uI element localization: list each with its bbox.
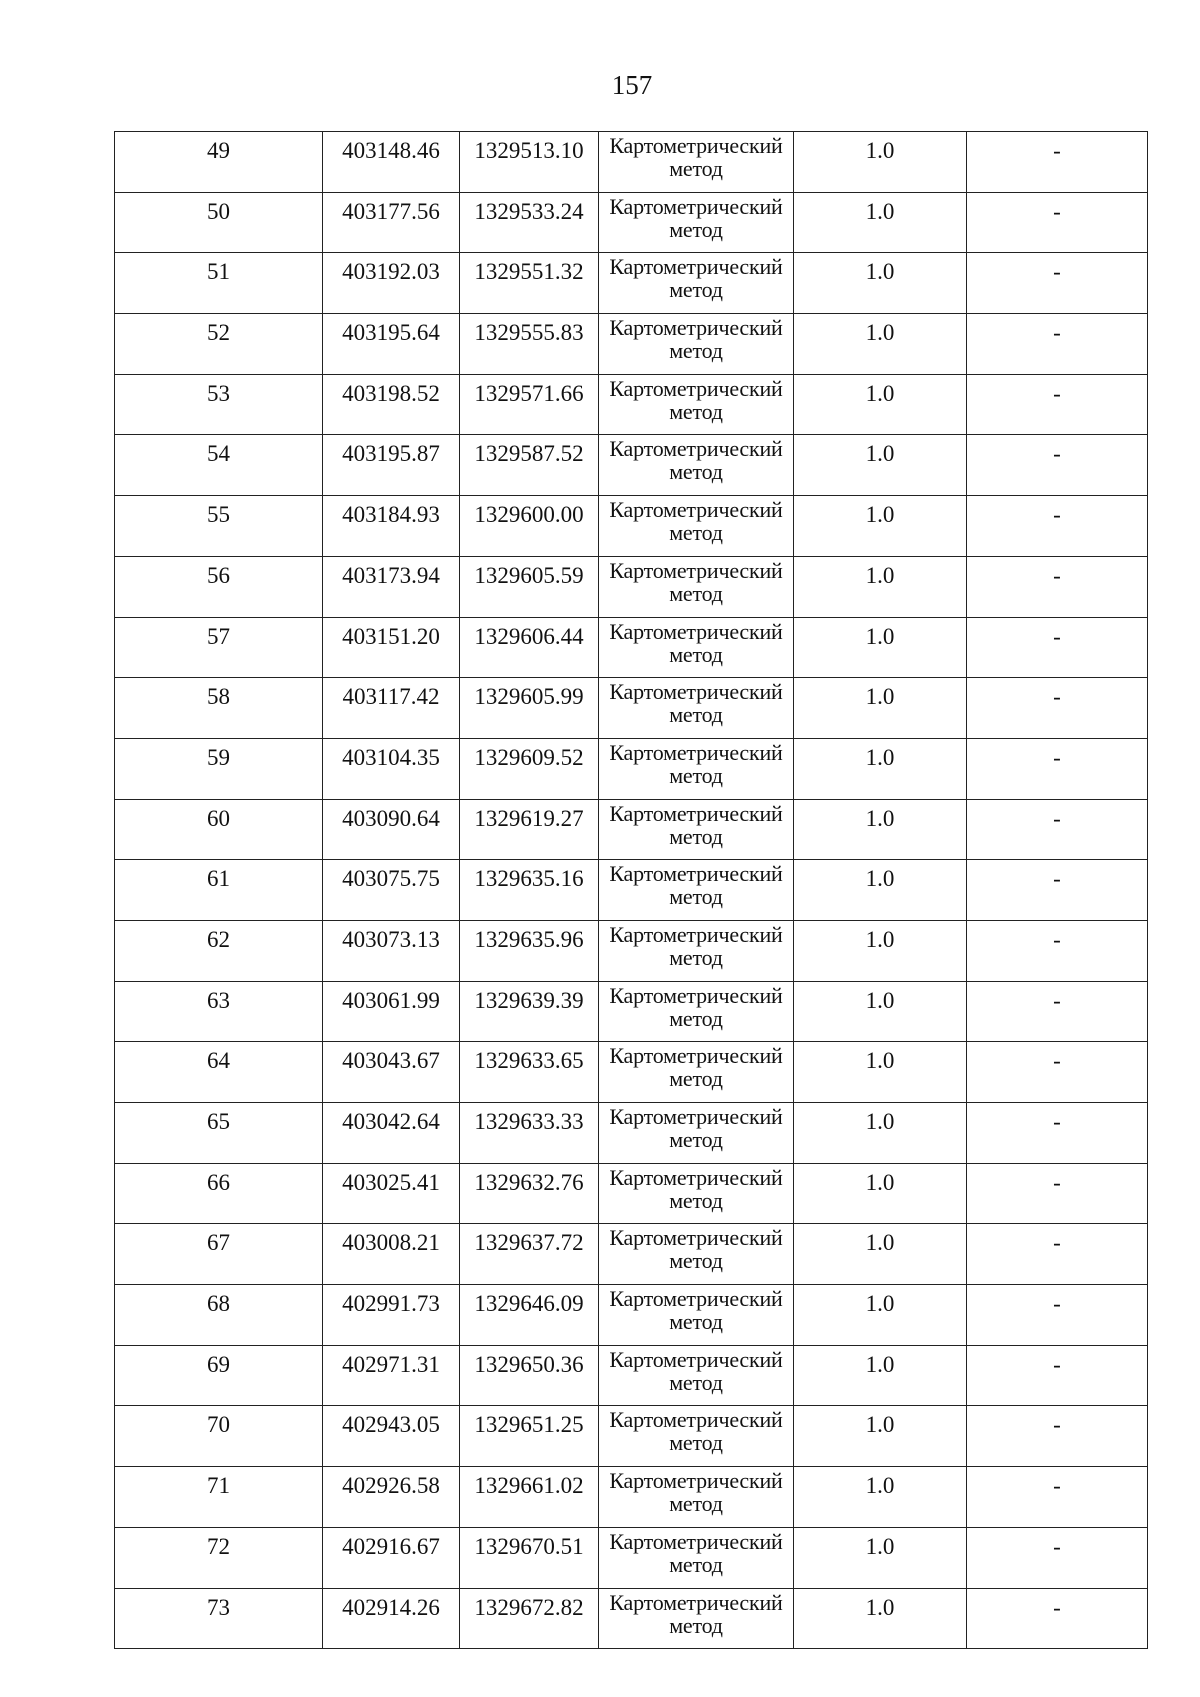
x-coordinate-cell: 403043.67 [323, 1042, 460, 1103]
accuracy-cell: 1.0 [794, 1527, 967, 1588]
method-cell [599, 617, 794, 678]
method-line-1: Картометрический [609, 1589, 783, 1615]
accuracy-cell: 1.0 [794, 860, 967, 921]
accuracy-cell: 1.0 [794, 981, 967, 1042]
table-row [115, 1588, 1148, 1649]
x-coordinate-cell: 402926.58 [323, 1467, 460, 1528]
method-line-1: Картометрический [609, 861, 783, 887]
point-number-cell: 50 [115, 192, 323, 253]
method-cell [599, 374, 794, 435]
method-line-1: Картометрический [609, 618, 783, 644]
description-cell: - [967, 192, 1148, 253]
page-number: 157 [611, 70, 653, 100]
method-line-2: метод [669, 1612, 723, 1638]
x-coordinate-cell: 403073.13 [323, 920, 460, 981]
method-line-2: метод [669, 459, 723, 485]
accuracy-cell: 1.0 [794, 132, 967, 193]
point-number-cell: 51 [115, 253, 323, 314]
method-cell [599, 1467, 794, 1528]
method-line-2: метод [669, 338, 723, 364]
method-line-2: метод [669, 398, 723, 424]
method-line-2: метод [669, 823, 723, 849]
description-cell: - [967, 920, 1148, 981]
x-coordinate-cell: 402943.05 [323, 1406, 460, 1467]
method-line-1: Картометрический [609, 1164, 783, 1190]
method-line-1: Картометрический [609, 254, 783, 280]
description-cell: - [967, 1467, 1148, 1528]
method-line-1: Картометрический [609, 739, 783, 765]
accuracy-cell: 1.0 [794, 496, 967, 557]
method-line-1: Картометрический [609, 800, 783, 826]
description-cell: - [967, 1285, 1148, 1346]
method-line-2: метод [669, 216, 723, 242]
description-cell: - [967, 617, 1148, 678]
table-row [115, 1285, 1148, 1346]
table-row [115, 192, 1148, 253]
y-coordinate-cell: 1329639.39 [460, 981, 599, 1042]
x-coordinate-cell: 403090.64 [323, 799, 460, 860]
coordinates-table-body [115, 132, 1148, 1649]
accuracy-cell: 1.0 [794, 1345, 967, 1406]
method-cell [599, 1285, 794, 1346]
method-line-2: метод [669, 1430, 723, 1456]
y-coordinate-cell: 1329672.82 [460, 1588, 599, 1649]
x-coordinate-cell: 403151.20 [323, 617, 460, 678]
method-line-2: метод [669, 762, 723, 788]
point-number-cell: 67 [115, 1224, 323, 1285]
method-line-1: Картометрический [609, 436, 783, 462]
y-coordinate-cell: 1329633.65 [460, 1042, 599, 1103]
method-line-2: метод [669, 641, 723, 667]
table-row [115, 1042, 1148, 1103]
y-coordinate-cell: 1329646.09 [460, 1285, 599, 1346]
accuracy-cell: 1.0 [794, 1103, 967, 1164]
description-cell: - [967, 799, 1148, 860]
method-line-2: метод [669, 1369, 723, 1395]
table-row [115, 314, 1148, 375]
accuracy-cell: 1.0 [794, 435, 967, 496]
x-coordinate-cell: 403075.75 [323, 860, 460, 921]
table-row [115, 920, 1148, 981]
x-coordinate-cell: 403025.41 [323, 1163, 460, 1224]
method-line-1: Картометрический [609, 193, 783, 219]
method-line-2: метод [669, 156, 723, 181]
x-coordinate-cell: 402971.31 [323, 1345, 460, 1406]
method-cell [599, 1163, 794, 1224]
y-coordinate-cell: 1329633.33 [460, 1103, 599, 1164]
x-coordinate-cell: 403104.35 [323, 738, 460, 799]
accuracy-cell: 1.0 [794, 1163, 967, 1224]
description-cell: - [967, 981, 1148, 1042]
x-coordinate-cell: 403042.64 [323, 1103, 460, 1164]
point-number-cell: 52 [115, 314, 323, 375]
method-line-1: Картометрический [609, 1346, 783, 1372]
description-cell: - [967, 314, 1148, 375]
method-line-2: метод [669, 1005, 723, 1031]
y-coordinate-cell: 1329555.83 [460, 314, 599, 375]
method-cell [599, 1103, 794, 1164]
point-number-cell: 55 [115, 496, 323, 557]
method-line-1: Картометрический [609, 133, 783, 158]
x-coordinate-cell: 403117.42 [323, 678, 460, 739]
y-coordinate-cell: 1329635.96 [460, 920, 599, 981]
method-cell [599, 920, 794, 981]
point-number-cell: 62 [115, 920, 323, 981]
accuracy-cell: 1.0 [794, 1406, 967, 1467]
method-line-2: метод [669, 1127, 723, 1152]
method-cell [599, 1224, 794, 1285]
method-cell [599, 132, 794, 193]
description-cell: - [967, 1103, 1148, 1164]
x-coordinate-cell: 402916.67 [323, 1527, 460, 1588]
y-coordinate-cell: 1329600.00 [460, 496, 599, 557]
table-row [115, 617, 1148, 678]
point-number-cell: 70 [115, 1406, 323, 1467]
accuracy-cell: 1.0 [794, 374, 967, 435]
method-line-1: Картометрический [609, 921, 783, 947]
y-coordinate-cell: 1329587.52 [460, 435, 599, 496]
y-coordinate-cell: 1329637.72 [460, 1224, 599, 1285]
accuracy-cell: 1.0 [794, 1588, 967, 1649]
method-line-1: Картометрический [609, 1225, 783, 1251]
table-row [115, 1103, 1148, 1164]
y-coordinate-cell: 1329650.36 [460, 1345, 599, 1406]
point-number-cell: 64 [115, 1042, 323, 1103]
method-line-2: метод [669, 884, 723, 910]
description-cell: - [967, 1042, 1148, 1103]
method-line-1: Картометрический [609, 1104, 783, 1129]
method-cell [599, 678, 794, 739]
method-line-1: Картометрический [609, 679, 783, 705]
point-number-cell: 56 [115, 556, 323, 617]
method-cell [599, 1527, 794, 1588]
point-number-cell: 68 [115, 1285, 323, 1346]
table-row [115, 860, 1148, 921]
method-line-2: метод [669, 1491, 723, 1517]
point-number-cell: 71 [115, 1467, 323, 1528]
method-line-1: Картометрический [609, 1468, 783, 1494]
x-coordinate-cell: 403195.64 [323, 314, 460, 375]
table-row [115, 1406, 1148, 1467]
accuracy-cell: 1.0 [794, 920, 967, 981]
method-line-2: метод [669, 1187, 723, 1213]
table-row [115, 132, 1148, 193]
point-number-cell: 66 [115, 1163, 323, 1224]
method-line-2: метод [669, 1309, 723, 1335]
accuracy-cell: 1.0 [794, 192, 967, 253]
point-number-cell: 53 [115, 374, 323, 435]
method-line-2: метод [669, 1551, 723, 1577]
method-line-1: Картометрический [609, 1286, 783, 1312]
method-cell [599, 192, 794, 253]
method-line-2: метод [669, 944, 723, 970]
method-line-2: метод [669, 1248, 723, 1274]
point-number-cell: 61 [115, 860, 323, 921]
x-coordinate-cell: 403061.99 [323, 981, 460, 1042]
description-cell: - [967, 860, 1148, 921]
description-cell: - [967, 1345, 1148, 1406]
method-cell [599, 435, 794, 496]
table-row [115, 678, 1148, 739]
method-cell [599, 981, 794, 1042]
method-cell [599, 799, 794, 860]
method-cell [599, 1588, 794, 1649]
method-line-1: Картометрический [609, 315, 783, 341]
y-coordinate-cell: 1329651.25 [460, 1406, 599, 1467]
method-line-2: метод [669, 277, 723, 303]
description-cell: - [967, 1588, 1148, 1649]
accuracy-cell: 1.0 [794, 799, 967, 860]
method-line-1: Картометрический [609, 557, 783, 583]
table-row [115, 738, 1148, 799]
method-cell [599, 860, 794, 921]
accuracy-cell: 1.0 [794, 1224, 967, 1285]
method-line-2: метод [669, 580, 723, 606]
x-coordinate-cell: 402914.26 [323, 1588, 460, 1649]
table-row [115, 253, 1148, 314]
point-number-cell: 54 [115, 435, 323, 496]
description-cell: - [967, 435, 1148, 496]
x-coordinate-cell: 403192.03 [323, 253, 460, 314]
table-row [115, 496, 1148, 557]
y-coordinate-cell: 1329619.27 [460, 799, 599, 860]
method-line-1: Картометрический [609, 1043, 783, 1069]
accuracy-cell: 1.0 [794, 617, 967, 678]
point-number-cell: 63 [115, 981, 323, 1042]
method-cell [599, 253, 794, 314]
x-coordinate-cell: 403195.87 [323, 435, 460, 496]
method-line-1: Картометрический [609, 982, 783, 1008]
y-coordinate-cell: 1329571.66 [460, 374, 599, 435]
table-row [115, 556, 1148, 617]
point-number-cell: 57 [115, 617, 323, 678]
point-number-cell: 65 [115, 1103, 323, 1164]
point-number-cell: 73 [115, 1588, 323, 1649]
description-cell: - [967, 253, 1148, 314]
method-cell [599, 738, 794, 799]
description-cell: - [967, 1406, 1148, 1467]
table-row [115, 1527, 1148, 1588]
method-line-1: Картометрический [609, 1528, 783, 1554]
x-coordinate-cell: 403177.56 [323, 192, 460, 253]
method-cell [599, 1042, 794, 1103]
method-line-1: Картометрический [609, 375, 783, 401]
accuracy-cell: 1.0 [794, 1042, 967, 1103]
table-row [115, 435, 1148, 496]
y-coordinate-cell: 1329605.59 [460, 556, 599, 617]
description-cell: - [967, 1163, 1148, 1224]
table-row [115, 1163, 1148, 1224]
y-coordinate-cell: 1329609.52 [460, 738, 599, 799]
point-number-cell: 69 [115, 1345, 323, 1406]
description-cell: - [967, 678, 1148, 739]
y-coordinate-cell: 1329606.44 [460, 617, 599, 678]
description-cell: - [967, 738, 1148, 799]
description-cell: - [967, 1527, 1148, 1588]
accuracy-cell: 1.0 [794, 1467, 967, 1528]
y-coordinate-cell: 1329513.10 [460, 132, 599, 193]
method-line-2: метод [669, 702, 723, 728]
method-line-2: метод [669, 1066, 723, 1092]
point-number-cell: 72 [115, 1527, 323, 1588]
accuracy-cell: 1.0 [794, 556, 967, 617]
accuracy-cell: 1.0 [794, 314, 967, 375]
point-number-cell: 59 [115, 738, 323, 799]
method-line-1: Картометрический [609, 497, 783, 523]
y-coordinate-cell: 1329635.16 [460, 860, 599, 921]
y-coordinate-cell: 1329661.02 [460, 1467, 599, 1528]
point-number-cell: 60 [115, 799, 323, 860]
point-number-cell: 58 [115, 678, 323, 739]
x-coordinate-cell: 403173.94 [323, 556, 460, 617]
y-coordinate-cell: 1329533.24 [460, 192, 599, 253]
description-cell: - [967, 132, 1148, 193]
y-coordinate-cell: 1329605.99 [460, 678, 599, 739]
x-coordinate-cell: 403008.21 [323, 1224, 460, 1285]
method-cell [599, 314, 794, 375]
y-coordinate-cell: 1329632.76 [460, 1163, 599, 1224]
method-cell [599, 556, 794, 617]
x-coordinate-cell: 402991.73 [323, 1285, 460, 1346]
table-row [115, 799, 1148, 860]
description-cell: - [967, 1224, 1148, 1285]
method-cell [599, 1345, 794, 1406]
table-row [115, 981, 1148, 1042]
method-cell [599, 496, 794, 557]
accuracy-cell: 1.0 [794, 678, 967, 739]
x-coordinate-cell: 403198.52 [323, 374, 460, 435]
point-number-cell: 49 [115, 132, 323, 193]
table-row [115, 1345, 1148, 1406]
accuracy-cell: 1.0 [794, 738, 967, 799]
method-line-2: метод [669, 520, 723, 546]
y-coordinate-cell: 1329670.51 [460, 1527, 599, 1588]
method-line-1: Картометрический [609, 1407, 783, 1433]
table-row [115, 374, 1148, 435]
method-cell [599, 1406, 794, 1467]
table-row [115, 1467, 1148, 1528]
accuracy-cell: 1.0 [794, 1285, 967, 1346]
description-cell: - [967, 374, 1148, 435]
coordinates-table [114, 131, 1148, 1649]
table-row [115, 1224, 1148, 1285]
description-cell: - [967, 556, 1148, 617]
x-coordinate-cell: 403148.46 [323, 132, 460, 193]
y-coordinate-cell: 1329551.32 [460, 253, 599, 314]
x-coordinate-cell: 403184.93 [323, 496, 460, 557]
accuracy-cell: 1.0 [794, 253, 967, 314]
description-cell: - [967, 496, 1148, 557]
